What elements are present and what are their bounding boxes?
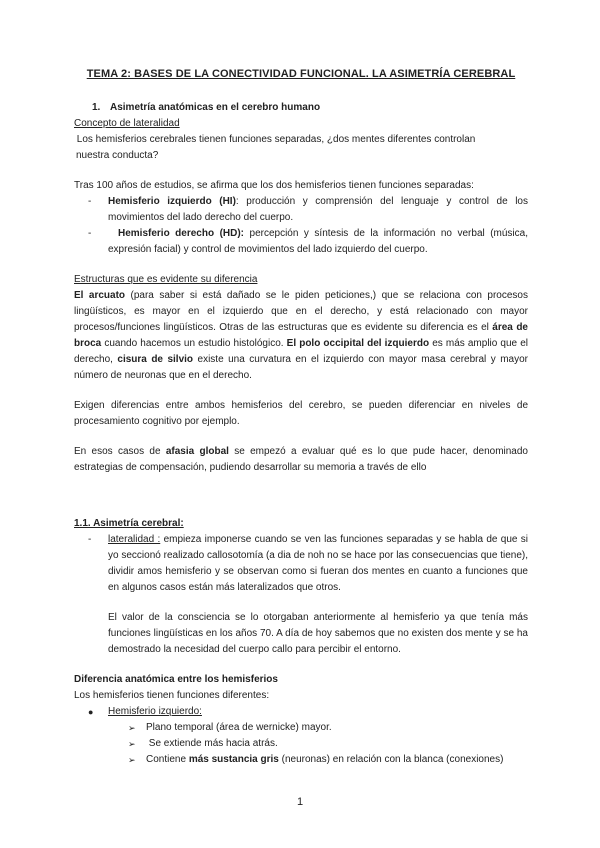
dash-marker: - [88,534,92,545]
hemisferio-izquierdo-bullet [74,704,528,720]
arrow-item-post: (neuronas) en relación con la blanca (conexiones) [278,754,504,765]
exigen-paragraph: Exigen diferencias entre ambos hemisferios del cerebro, se pueden diferenciar en niveles de procesamiento cognitivo por ejemplo. [74,400,528,427]
hemisferio-izquierdo-item [74,194,528,226]
afasia-global-term: afasia global [165,446,229,457]
arrow-item-pre: Contiene [146,754,189,765]
sustancia-gris-term: más sustancia gris [188,754,279,765]
hd-text: percepción y síntesis de la información no verbal (música, expresión facial) y control de movimientos del lado izquierdo del cuerpo. [108,228,528,255]
cisura-silvio-term: cisura de silvio [117,354,194,365]
afasia-paragraph [74,444,528,476]
hemisferio-derecho-item [74,226,528,258]
estructuras-subheading: Estructuras que es evidente su diferencia [74,274,258,285]
estructuras-text-4: existe una curvatura en el izquierdo con mayor masa cerebral y mayor número de neuronas que en el derecho. [74,354,528,381]
arrow-item-text: Plano temporal (área de wernicke) mayor. [146,722,332,733]
broca-term: área de broca [74,322,528,349]
dash-marker: - [88,228,92,239]
estructuras-paragraph [74,288,528,384]
arrow-item-plano-temporal [74,720,528,736]
lateralidad-item [74,532,528,596]
arrow-item-text: Se extiende más hacia atrás. [146,738,278,749]
hi-text: : producción y comprensión del lenguaje y control de los movimientos del lado derecho del cuerpo. [108,196,528,223]
section-1-heading-text: Asimetría anatómicas en el cerebro humano [110,102,321,113]
arcuato-term: El arcuato [74,290,126,301]
bullet-dot: ● [88,707,94,717]
afasia-text-2: se empezó a evaluar qué es lo que pude hacer, denominado estrategias de compensación, pudiendo desarrollar su memoria a través de ello [74,446,528,473]
arrow-marker: ➢ [128,739,136,749]
afasia-text-1: En esos casos de [74,446,166,457]
estructuras-text-1: (para saber si está dañado se le piden peticiones,) que se relaciona con procesos lingüísticos, es mayor en el izquierdo que en el derecho, y está relacionado con mayor procesos/funciones lingüísticos. Otras de las estructuras que es evidente su diferencia es el [74,290,528,333]
estructuras-text-2: cuando hacemos un estudio histológico. [101,338,287,349]
hi-label: Hemisferio izquierdo (HI) [108,196,236,207]
arrow-item-extiende [74,736,528,752]
tras-100-paragraph: Tras 100 años de estudios, se afirma que los dos hemisferios tienen funciones separadas: [74,180,474,191]
polo-occipital-term: El polo occipital del izquierdo [286,338,430,349]
intro-line-2: nuestra conducta? [76,150,159,161]
intro-line-1: Los hemisferios cerebrales tienen funciones separadas, ¿dos mentes diferentes controlan [74,134,476,145]
arrow-marker: ➢ [128,723,136,733]
hemisferio-izquierdo-label: Hemisferio izquierdo: [108,706,202,717]
hd-label: Hemisferio derecho (HD): [118,228,245,239]
document-page [74,62,528,768]
page-number: 1 [296,796,304,808]
section-1-heading [92,100,528,116]
document-title: TEMA 2: BASES DE LA CONECTIVIDAD FUNCIONAL. LA ASIMETRÍA CEREBRAL [86,68,516,80]
diferencia-intro: Los hemisferios tienen funciones diferentes: [74,690,270,701]
lateralidad-subheading: Concepto de lateralidad [74,118,180,129]
diferencia-heading: Diferencia anatómica entre los hemisferios [74,674,278,685]
dash-marker: - [88,196,92,207]
lateralidad-text: empieza imponerse cuando se ven las funciones separadas y se habla de que si yo seccionó realizado callosotomía (a dia de noh no se hace por las consecuencias que tiene), dividir amos hemisferio y se observan como si fueran dos mentes en cuanto a funciones que en algunos casos están más lateralizados que otros. [108,534,528,593]
estructuras-text-3: es más amplio que el derecho, [74,338,528,365]
section-1-1-heading: 1.1. Asimetría cerebral: [74,518,184,529]
consciencia-paragraph: El valor de la consciencia se lo otorgaban anteriormente al hemisferio ya que tenía más funciones lingüísticas en los años 70. A día de hoy sabemos que no existen dos mente y se ha demostrado la necesidad del cuerpo callo para percibir el entorno. [108,612,528,655]
lateralidad-label: lateralidad : [108,534,161,545]
arrow-item-sustancia-gris [74,752,528,768]
section-1-number: 1. [92,102,101,113]
arrow-marker: ➢ [128,755,136,765]
